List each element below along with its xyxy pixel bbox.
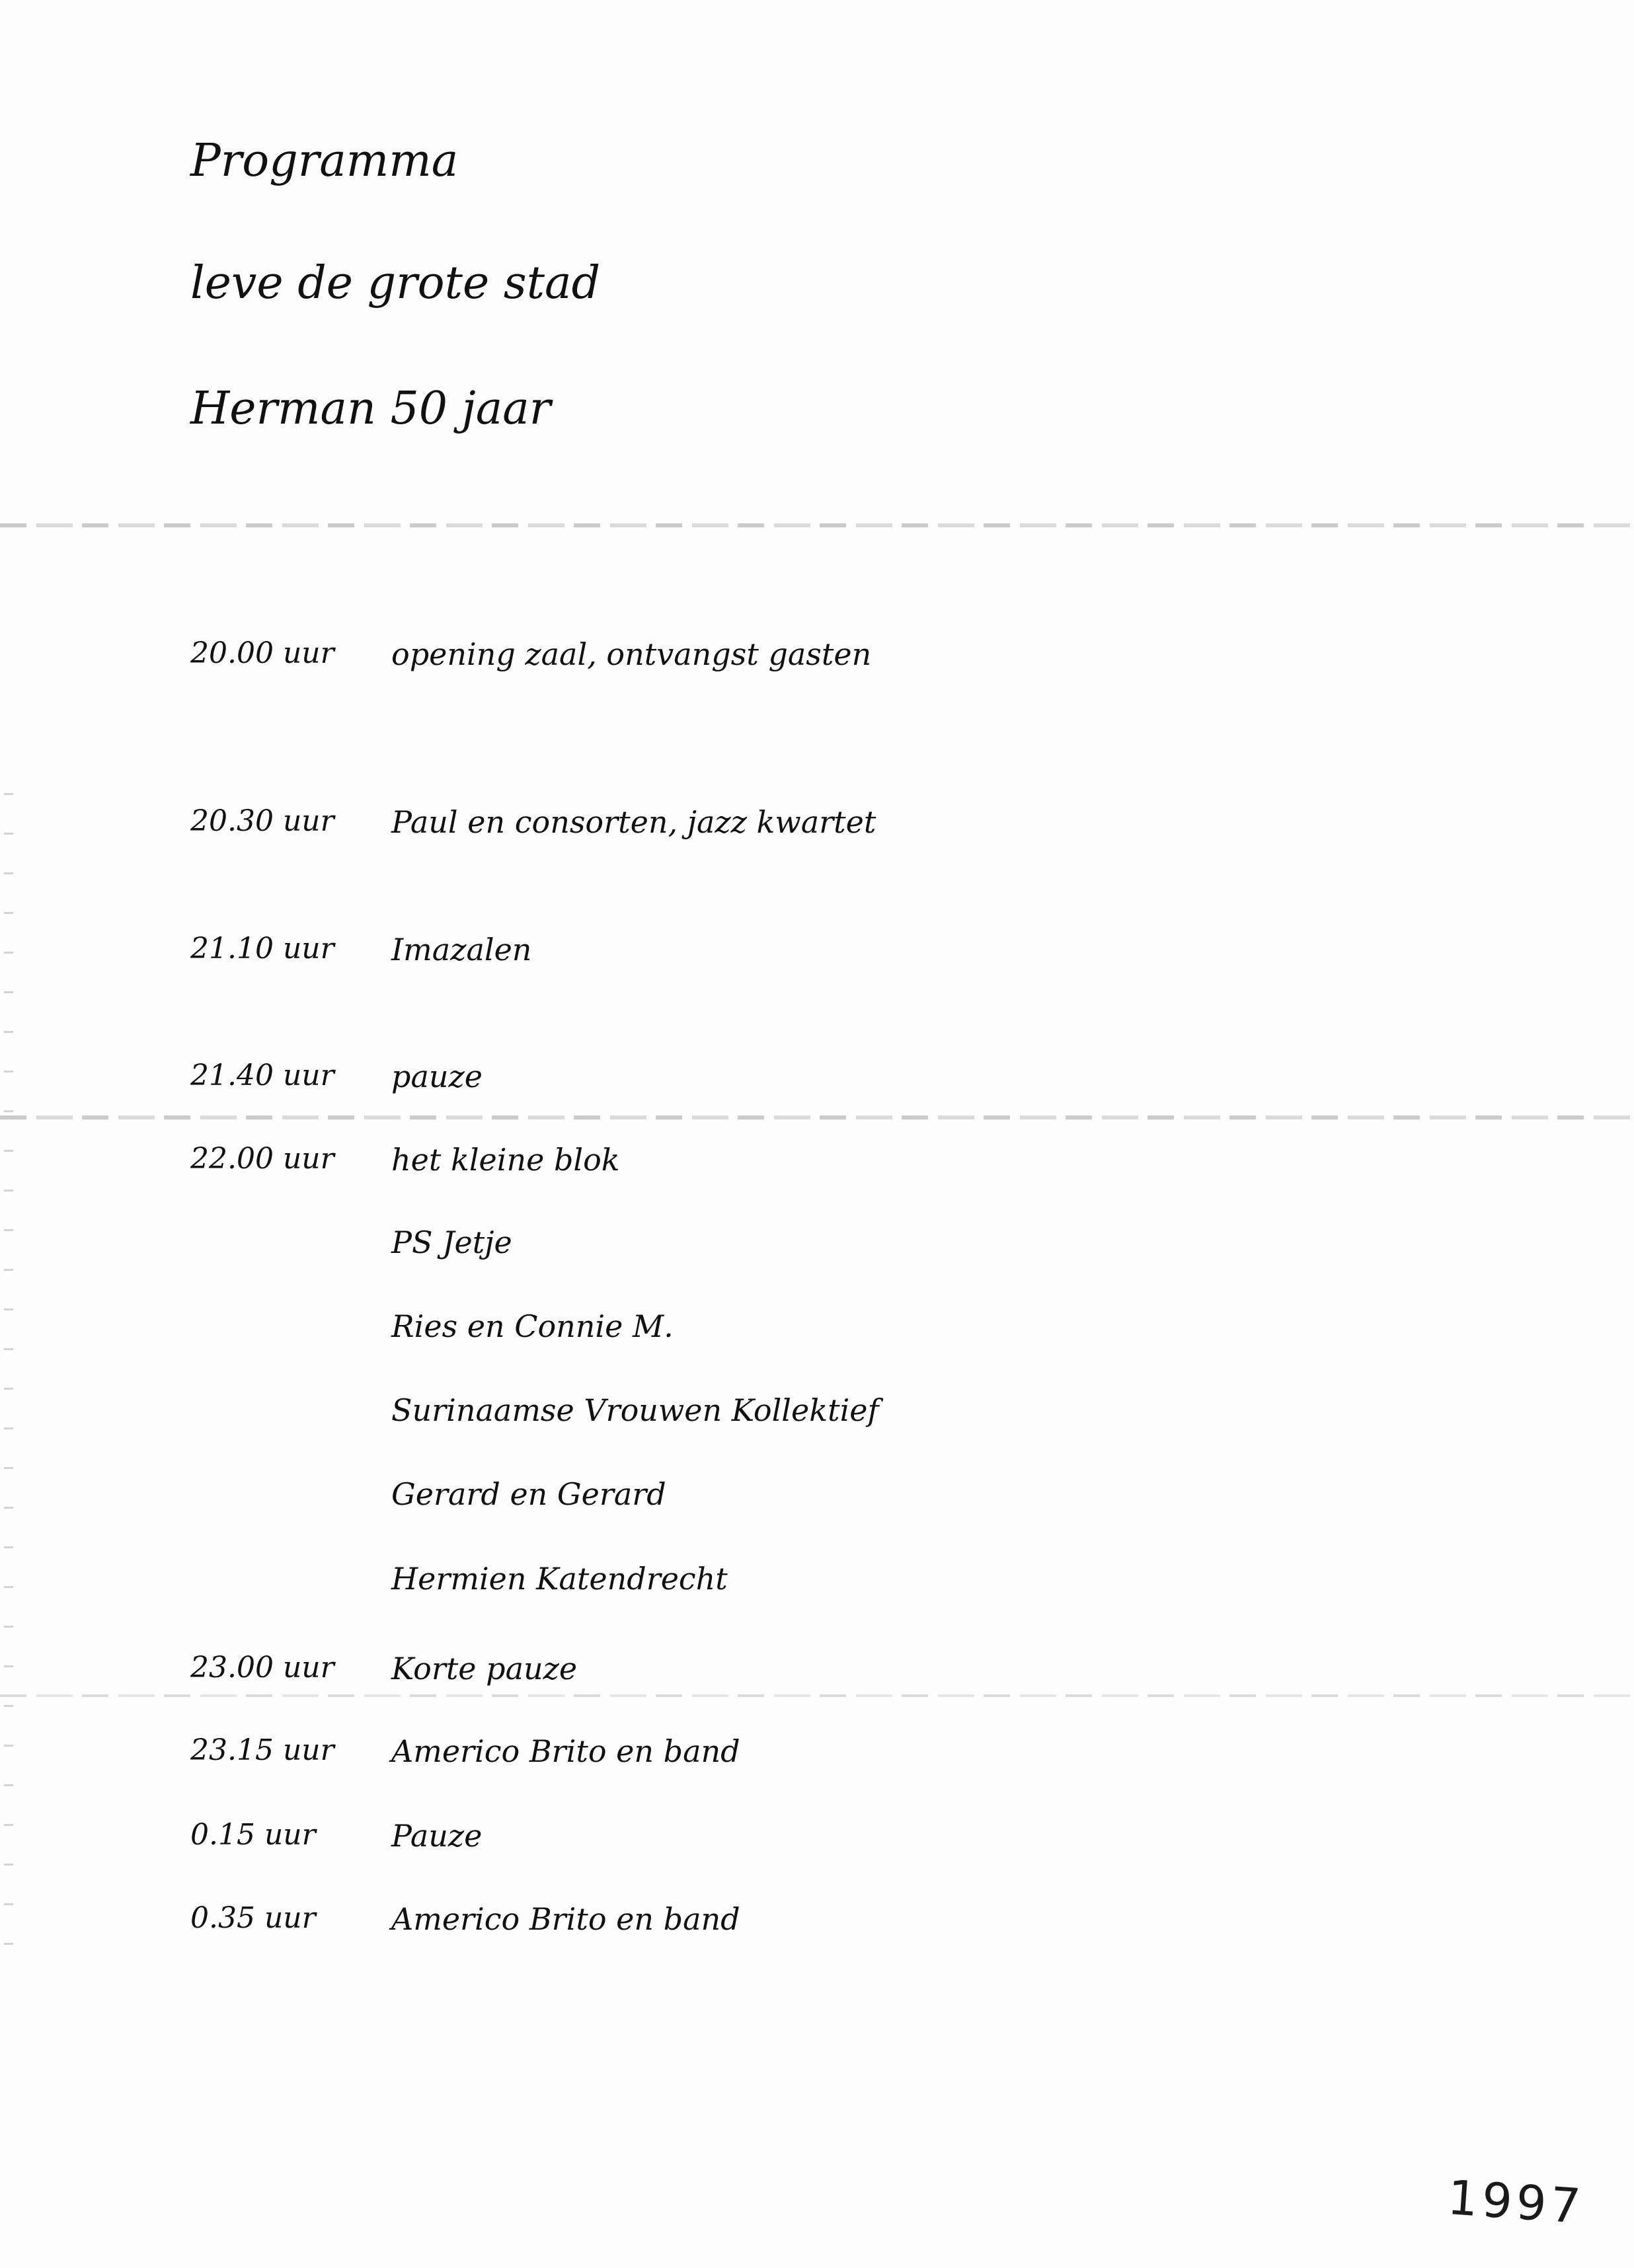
schedule-row	[0, 1561, 1634, 1607]
schedule-act: PS Jetje	[391, 1225, 512, 1260]
schedule-row	[0, 1733, 1634, 1780]
schedule-act: Americo Brito en band	[391, 1901, 740, 1937]
schedule-row	[0, 1818, 1634, 1864]
schedule-act: Pauze	[391, 1818, 483, 1854]
schedule-row	[0, 636, 1634, 683]
schedule-row	[0, 1142, 1634, 1188]
schedule-act: Imazalen	[391, 932, 532, 967]
schedule-act: opening zaal, ontvangst gasten	[391, 636, 872, 672]
schedule-row	[0, 1651, 1634, 1697]
schedule-time: 23.15 uur	[190, 1733, 334, 1767]
schedule-act: Surinaamse Vrouwen Kollektief	[391, 1392, 879, 1428]
schedule-time: 21.40 uur	[190, 1059, 334, 1092]
schedule-row	[0, 1476, 1634, 1523]
schedule-act: Americo Brito en band	[391, 1733, 740, 1769]
schedule-act: Korte pauze	[391, 1651, 578, 1686]
schedule-act: pauze	[391, 1059, 483, 1094]
schedule-time: 20.00 uur	[190, 636, 334, 670]
schedule-act: het kleine blok	[391, 1142, 620, 1178]
fold-crease-middle	[0, 1115, 1634, 1119]
schedule-act: Ries en Connie M.	[391, 1308, 674, 1344]
schedule-time: 23.00 uur	[190, 1651, 334, 1684]
schedule-act: Hermien Katendrecht	[391, 1561, 728, 1597]
schedule-row	[0, 1901, 1634, 1947]
program-occasion: Herman 50 jaar	[190, 383, 551, 435]
handwritten-year-note: 1997	[1446, 2169, 1586, 2235]
schedule-time: 0.35 uur	[190, 1901, 316, 1935]
schedule-row	[0, 1308, 1634, 1355]
schedule-row	[0, 1059, 1634, 1105]
schedule-row	[0, 1392, 1634, 1439]
schedule-time: 21.10 uur	[190, 932, 334, 965]
program-subtitle: leve de grote stad	[190, 257, 601, 309]
program-title: Programma	[190, 135, 459, 187]
schedule-row	[0, 804, 1634, 850]
fold-crease-top	[0, 523, 1634, 527]
schedule-row	[0, 1225, 1634, 1271]
schedule-act: Gerard en Gerard	[391, 1476, 666, 1512]
schedule-time: 20.30 uur	[190, 804, 334, 838]
schedule-time: 22.00 uur	[190, 1142, 334, 1176]
schedule-row	[0, 932, 1634, 978]
schedule-act: Paul en consorten, jazz kwartet	[391, 804, 876, 840]
schedule-time: 0.15 uur	[190, 1818, 316, 1852]
